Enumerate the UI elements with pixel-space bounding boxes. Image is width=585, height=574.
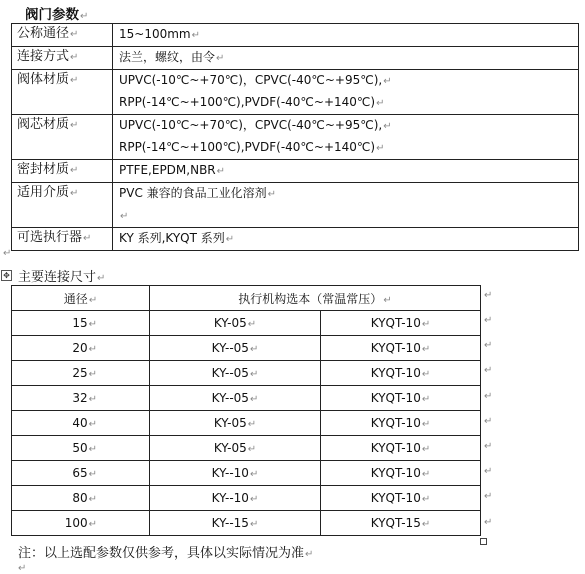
kyqt-cell: KYQT-10↵: [321, 336, 481, 361]
param-row: [12, 24, 579, 47]
dn-cell: 40↵: [12, 411, 150, 436]
param-row: [12, 70, 579, 115]
param-value: PTFE,EPDM,NBR↵: [113, 160, 579, 183]
param-label: 阀芯材质↵: [12, 115, 113, 160]
connection-size-table: [11, 285, 481, 536]
ky-cell: KY--05↵: [150, 361, 321, 386]
kyqt-cell: KYQT-10↵: [321, 486, 481, 511]
table-row: [12, 311, 481, 336]
kyqt-cell: KYQT-10↵: [321, 461, 481, 486]
param-value: UPVC(-10℃~+70℃)，CPVC(-40℃~+95℃),↵ RPP(-14℃~+100℃),PVDF(-40℃~+140℃)↵: [113, 70, 579, 115]
table-row: [12, 436, 481, 461]
ky-cell: KY-05↵: [150, 411, 321, 436]
ky-cell: KY--05↵: [150, 336, 321, 361]
param-row: [12, 183, 579, 228]
param-label: 阀体材质↵: [12, 70, 113, 115]
table-row: [12, 386, 481, 411]
row-end-mark: ↵: [484, 491, 493, 503]
dn-cell: 80↵: [12, 486, 150, 511]
table-move-handle-icon[interactable]: ✥: [1, 270, 12, 281]
dn-cell: 65↵: [12, 461, 150, 486]
table-row: [12, 411, 481, 436]
param-label: 连接方式↵: [12, 47, 113, 70]
kyqt-cell: KYQT-15↵: [321, 511, 481, 536]
param-label: 公称通径↵: [12, 24, 113, 47]
table-resize-handle[interactable]: [480, 538, 487, 545]
ky-cell: KY-05↵: [150, 311, 321, 336]
paragraph-mark: ↵: [18, 563, 27, 574]
param-value: PVC 兼容的食品工业化溶剂↵ ↵: [113, 183, 579, 228]
param-value: KY 系列,KYQT 系列↵: [113, 228, 579, 251]
table-row: [12, 511, 481, 536]
kyqt-cell: KYQT-10↵: [321, 311, 481, 336]
row-end-mark: ↵: [484, 466, 493, 478]
table-header-row: [12, 286, 481, 311]
paragraph-mark: ↵: [3, 248, 12, 259]
param-label: 适用介质↵: [12, 183, 113, 228]
dn-cell: 25↵: [12, 361, 150, 386]
header-actuator: 执行机构选本（常温常压）↵: [150, 286, 481, 311]
kyqt-cell: KYQT-10↵: [321, 436, 481, 461]
row-end-mark: ↵: [484, 390, 493, 402]
table-row: [12, 361, 481, 386]
row-end-mark: ↵: [484, 290, 493, 301]
ky-cell: KY--05↵: [150, 386, 321, 411]
param-row: [12, 160, 579, 183]
row-end-mark: ↵: [484, 516, 493, 528]
param-value: UPVC(-10℃~+70℃)，CPVC(-40℃~+95℃),↵ RPP(-14℃~+100℃),PVDF(-40℃~+140℃)↵: [113, 115, 579, 160]
row-end-mark: ↵: [484, 315, 493, 326]
param-label: 密封材质↵: [12, 160, 113, 183]
row-end-mark: ↵: [484, 365, 493, 377]
ky-cell: KY--10↵: [150, 461, 321, 486]
ky-cell: KY--15↵: [150, 511, 321, 536]
note-text: 注：以上选配参数仅供参考，具体以实际情况为准↵: [18, 546, 314, 561]
row-end-mark: ↵: [484, 415, 493, 427]
param-row: [12, 47, 579, 70]
dn-cell: 50↵: [12, 436, 150, 461]
ky-cell: KY-05↵: [150, 436, 321, 461]
size-section-title: 主要连接尺寸↵: [18, 270, 106, 285]
row-end-mark: ↵: [484, 340, 493, 352]
document-title: 阀门参数↵: [25, 7, 89, 23]
row-end-mark: ↵: [484, 441, 493, 452]
kyqt-cell: KYQT-10↵: [321, 411, 481, 436]
dn-cell: 32↵: [12, 386, 150, 411]
table-row: [12, 336, 481, 361]
header-dn: 通径↵: [12, 286, 150, 311]
valve-params-table: [11, 23, 579, 251]
param-row: [12, 228, 579, 251]
dn-cell: 15↵: [12, 311, 150, 336]
kyqt-cell: KYQT-10↵: [321, 386, 481, 411]
param-value: 法兰，螺纹，由令↵: [113, 47, 579, 70]
dn-cell: 100↵: [12, 511, 150, 536]
ky-cell: KY--10↵: [150, 486, 321, 511]
param-value: 15~100mm↵: [113, 24, 579, 47]
dn-cell: 20↵: [12, 336, 150, 361]
table-row: [12, 461, 481, 486]
table-row: [12, 486, 481, 511]
param-label: 可选执行器↵: [12, 228, 113, 251]
kyqt-cell: KYQT-10↵: [321, 361, 481, 386]
param-row: [12, 115, 579, 160]
